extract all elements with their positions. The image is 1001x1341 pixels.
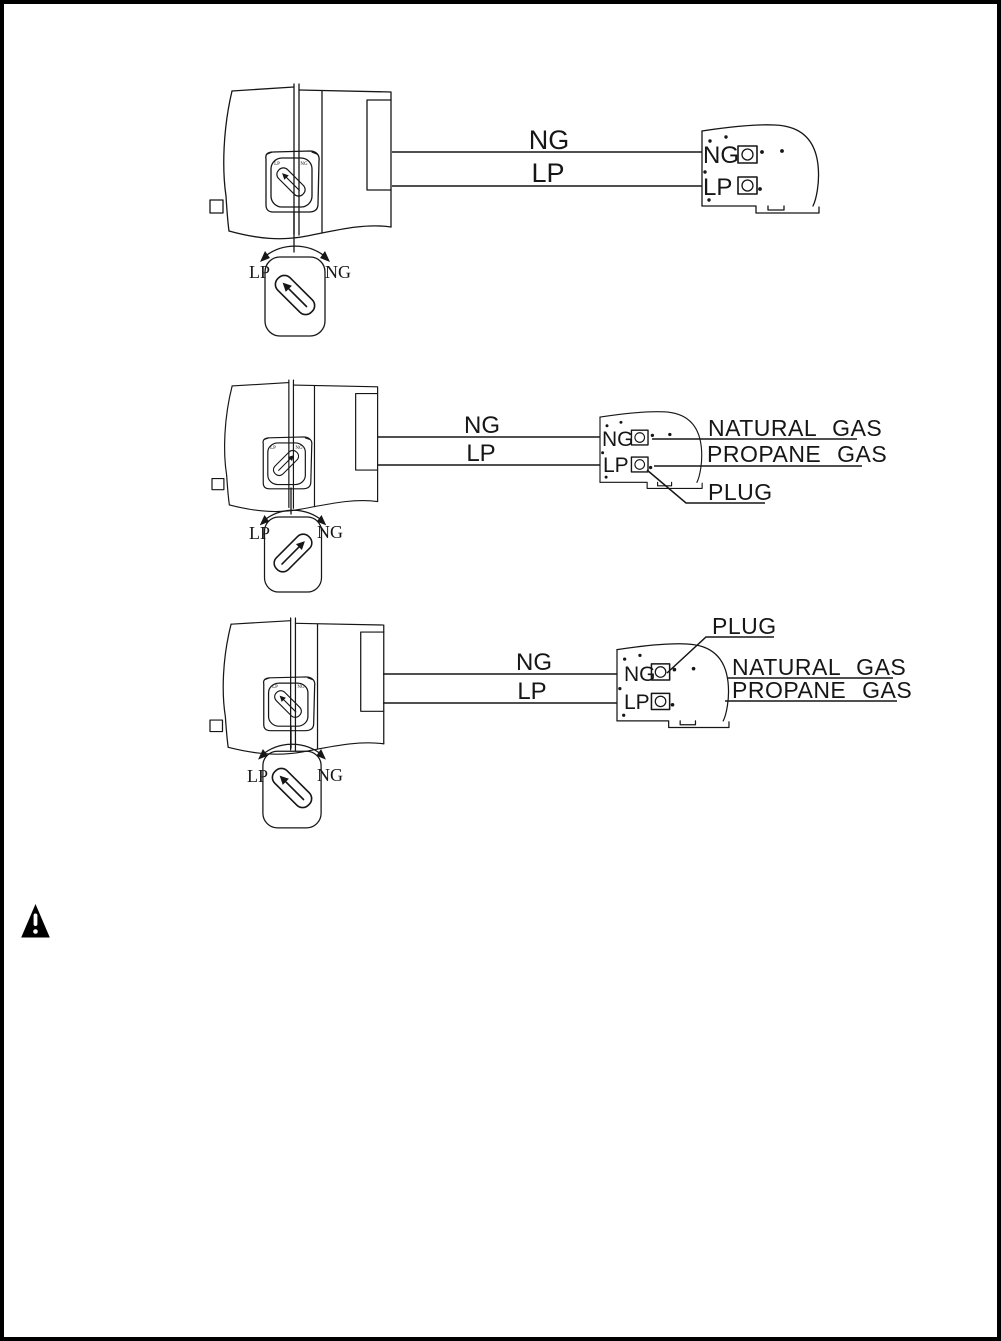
lp-port-label: LP: [703, 174, 733, 201]
ng-line-label: NG: [516, 649, 552, 676]
switch-plate-ng-label: NG: [300, 162, 308, 167]
knob-slot: [271, 531, 315, 575]
switch-plate-lp-label: LP: [274, 162, 280, 167]
knob-detail: [263, 751, 321, 828]
gas-selector-switch: [274, 165, 307, 198]
knob-detail: [265, 517, 322, 592]
ng-line-label: NG: [528, 125, 570, 155]
lp-line-label: LP: [531, 158, 565, 188]
gas-selector-switch: [272, 688, 303, 719]
callout-plug: PLUG: [712, 613, 777, 639]
knob-rotation-arrow-icon: [258, 744, 326, 759]
knob-ng-label: NG: [317, 522, 343, 542]
callout-natural-gas: NATURAL GAS: [732, 654, 907, 680]
callout-plug: PLUG: [708, 479, 773, 505]
switch-plate-lp-label: LP: [270, 446, 276, 451]
figure-natural-gas-setup: [212, 380, 887, 592]
switch-plate-lp-label: LP: [272, 685, 278, 690]
warning-triangle-icon: [21, 904, 50, 938]
knob-lp-label: LP: [249, 262, 271, 282]
callout-natural-gas: NATURAL GAS: [708, 415, 883, 441]
knob-ng-label: NG: [317, 765, 343, 785]
callout-propane-gas: PROPANE GAS: [732, 677, 913, 703]
lp-port-label: LP: [603, 454, 629, 477]
knob-lp-label: LP: [249, 523, 271, 543]
lp-line-label: LP: [517, 678, 547, 705]
lp-port-label: LP: [624, 691, 650, 714]
lp-line-label: LP: [466, 440, 496, 467]
figure-propane-gas-setup: [210, 613, 912, 828]
knob-detail: [265, 257, 325, 336]
knob-lp-label: LP: [247, 766, 269, 786]
switch-plate-ng-label: NG: [297, 685, 305, 690]
ng-port-label: NG: [602, 428, 634, 451]
knob-slot: [272, 272, 318, 318]
callout-propane-gas: PROPANE GAS: [707, 441, 888, 467]
ng-port-label: NG: [703, 142, 739, 169]
gas-selector-switch: [271, 448, 300, 477]
ng-line-label: NG: [464, 412, 500, 439]
knob-ng-label: NG: [325, 262, 351, 282]
ng-port-label: NG: [624, 663, 656, 686]
switch-plate-ng-label: NG: [295, 446, 303, 451]
knob-slot: [269, 765, 315, 811]
figure-gas-valve-overview: [210, 84, 819, 336]
